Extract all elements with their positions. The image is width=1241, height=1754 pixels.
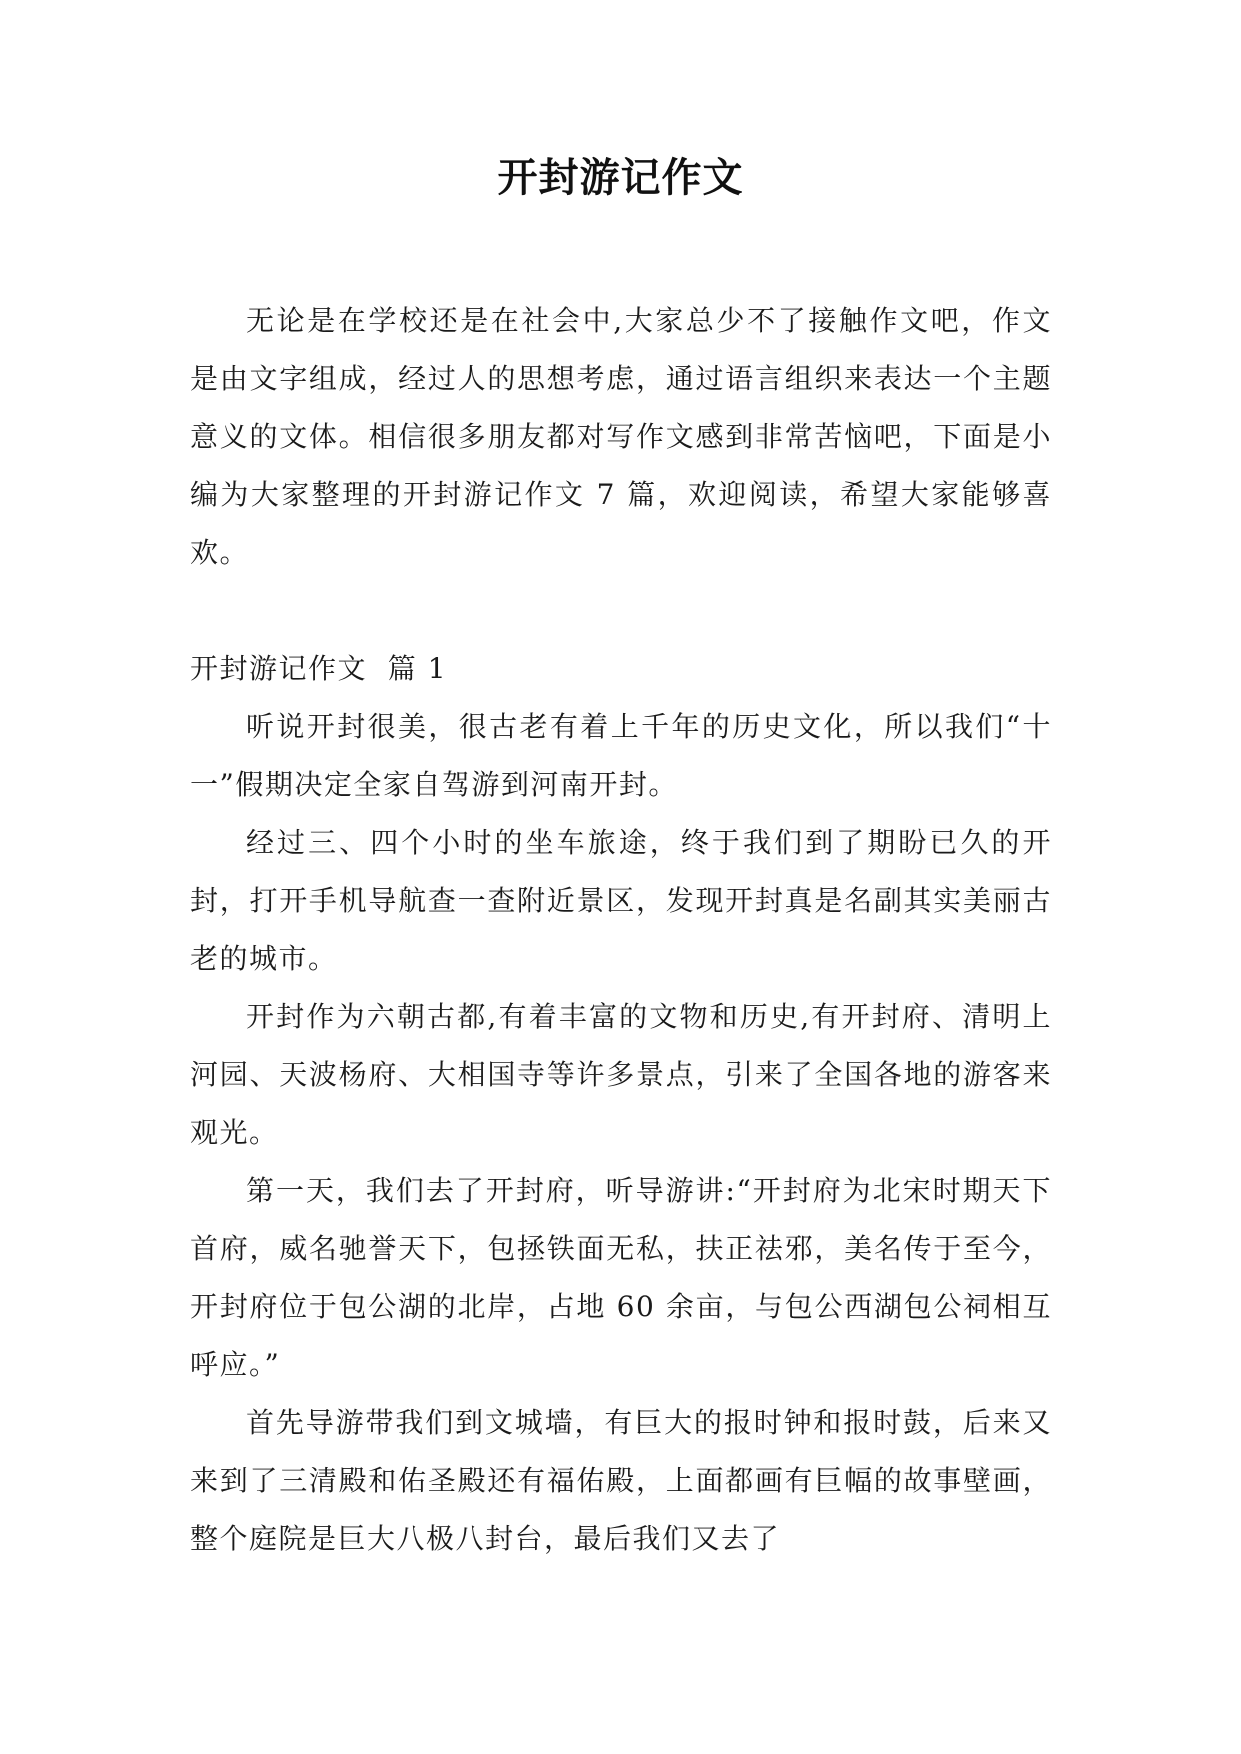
body-paragraph: 听说开封很美，很古老有着上千年的历史文化，所以我们“十一”假期决定全家自驾游到河南开封。 <box>190 710 1052 801</box>
document-body <box>190 292 1052 1568</box>
section-heading: 开封游记作文 篇 1 <box>190 652 448 685</box>
body-paragraph: 经过三、四个小时的坐车旅途，终于我们到了期盼已久的开封，打开手机导航查一查附近景区，发现开封真是名副其实美丽古老的城市。 <box>190 826 1052 975</box>
intro-paragraph: 无论是在学校还是在社会中,大家总少不了接触作文吧，作文是由文字组成，经过人的思想考虑，通过语言组织来表达一个主题意义的文体。相信很多朋友都对写作文感到非常苦恼吧，下面是小编为大家整理的开封游记作文 7 篇，欢迎阅读，希望大家能够喜欢。 <box>190 304 1052 569</box>
body-paragraph: 第一天，我们去了开封府，听导游讲:“开封府为北宋时期天下首府，威名驰誉天下，包拯铁面无私，扶正祛邪，美名传于至今，开封府位于包公湖的北岸，占地 60 余亩，与包公西湖包公祠相互呼应。” <box>190 1174 1052 1381</box>
page-title: 开封游记作文 <box>497 154 744 201</box>
body-paragraph: 开封作为六朝古都,有着丰富的文物和历史,有开封府、清明上河园、天波杨府、大相国寺等许多景点，引来了全国各地的游客来观光。 <box>190 1000 1052 1149</box>
body-paragraph: 首先导游带我们到文城墙，有巨大的报时钟和报时鼓，后来又来到了三清殿和佑圣殿还有福佑殿，上面都画有巨幅的故事壁画，整个庭院是巨大八极八封台，最后我们又去了 <box>190 1406 1052 1555</box>
